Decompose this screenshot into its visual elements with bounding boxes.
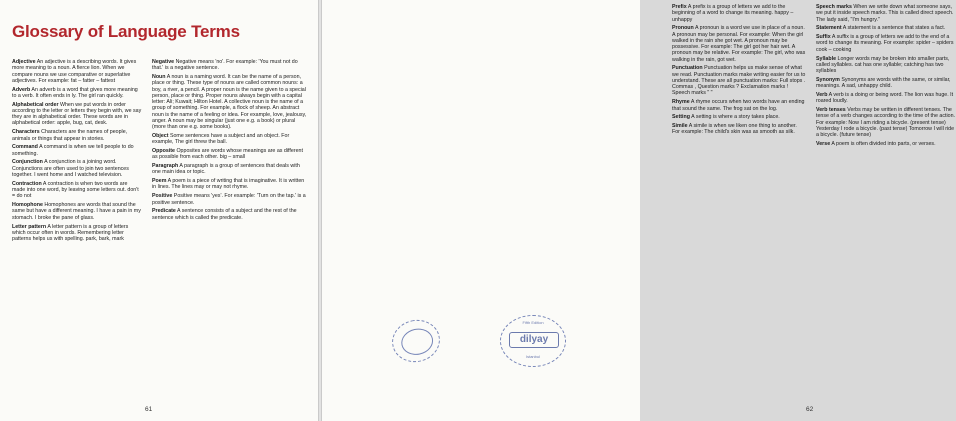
page-title: Glossary of Language Terms: [12, 22, 240, 41]
right-page: [322, 0, 955, 421]
glossary-entry: [816, 92, 956, 105]
glossary-term: Noun: [152, 74, 166, 81]
glossary-entry: [816, 34, 956, 53]
glossary-entry: [816, 77, 956, 90]
glossary-entry: [152, 193, 307, 206]
glossary-term: Command: [12, 144, 38, 151]
glossary-definition: A simile is when we liken one thing to another. For example: The child's skin was as smooth as silk.: [672, 123, 797, 136]
glossary-term: Homophone: [12, 202, 43, 209]
glossary-entry: [152, 163, 307, 176]
glossary-entry: [672, 25, 806, 63]
glossary-definition: Synonyms are words with the same, or similar, meanings. A sad, unhappy child.: [816, 76, 951, 90]
glossary-column-2: [152, 59, 307, 224]
glossary-definition: A pronoun is a word we use in place of a noun. A pronoun may be personal. For example: When the girl walked in the rain she got wet. A pronoun may be possessive. For example: The girl got her hair wet. A pronoun may be relative. For example: The girl, who was walking in the rain, got wet.: [672, 25, 806, 63]
glossary-entry: [816, 56, 956, 75]
publisher-stamp: [500, 315, 566, 367]
glossary-entry: [672, 123, 806, 136]
glossary-term: Statement: [816, 25, 842, 32]
glossary-entry: [12, 159, 142, 178]
glossary-entry: [12, 144, 142, 157]
stamp-brand: dilyay: [509, 332, 559, 348]
glossary-entry: [152, 74, 307, 130]
stamp-top-text: Fifth Edition: [522, 320, 544, 325]
glossary-entry: [12, 87, 142, 100]
glossary-term: Adverb: [12, 86, 31, 93]
glossary-definition: A setting is where a story takes place.: [689, 114, 780, 121]
left-page: [0, 0, 318, 421]
glossary-entry: [152, 133, 307, 146]
glossary-definition: A verb is a doing or being word. The lion was huge. It roared loudly.: [816, 91, 954, 105]
glossary-term: Predicate: [152, 208, 176, 215]
glossary-definition: A conjunction is a joining word. Conjunctions are often used to join two sentences together. I went home and I watched television.: [12, 159, 129, 178]
glossary-entry: [12, 129, 142, 142]
glossary-definition: An adjective is a describing words. It gives more meaning to a noun. A fierce lion. When we compare nouns we use comparative or superlative adjectives. For example: fat – fatter – fattest: [12, 59, 137, 84]
page-number-right: 62: [806, 406, 814, 413]
glossary-term: Setting: [672, 114, 690, 121]
glossary-term: Verb: [816, 91, 828, 98]
glossary-term: Opposite: [152, 148, 175, 155]
glossary-definition: Positive means 'yes'. For example: 'Turn on the tap.' is a positive sentence.: [152, 193, 306, 206]
glossary-entry: [152, 208, 307, 221]
glossary-entry: [672, 114, 806, 120]
glossary-entry: [12, 224, 142, 243]
glossary-term: Synonym: [816, 76, 840, 83]
glossary-term: Prefix: [672, 4, 687, 10]
glossary-term: Conjunction: [12, 159, 43, 166]
glossary-definition: Punctuation helps us make sense of what we read. Punctuation marks make writing easier for us to understand. These are all punctuation marks: Full stops . Commas , Question marks ? Exclamation marks ! Speech marks " ": [672, 65, 806, 97]
glossary-term: Characters: [12, 129, 40, 136]
glossary-definition: Homophones are words that sound the same but have a different meaning. I have a pain in my stomach. I broke the pane of glass.: [12, 202, 141, 221]
glossary-definition: Opposites are words whose meanings are as different as possible from each other. big – small: [152, 148, 303, 161]
glossary-definition: A poem is often divided into parts, or verses.: [830, 140, 936, 147]
glossary-entry: [12, 59, 142, 84]
glossary-definition: Characters are the names of people, animals or things that appear in stories.: [12, 129, 128, 142]
glossary-term: Negative: [152, 59, 175, 65]
glossary-column-4: [816, 4, 956, 150]
page-number-left: 61: [145, 406, 153, 413]
glossary-term: Adjective: [12, 59, 36, 65]
glossary-entry: [12, 102, 142, 127]
glossary-term: Syllable: [816, 55, 837, 62]
glossary-term: Speech marks: [816, 4, 852, 10]
glossary-definition: A rhyme occurs when two words have an ending that sound the same. The frog sat on the log.: [672, 99, 805, 112]
glossary-definition: A suffix is a group of letters we add to the end of a word to change its meaning. For example: spider – spiders cook – cooking: [816, 34, 954, 53]
glossary-entry: [672, 99, 806, 112]
glossary-term: Suffix: [816, 34, 831, 41]
glossary-entry: [672, 65, 806, 96]
glossary-term: Punctuation: [672, 65, 703, 72]
glossary-definition: Some sentences have a subject and an object. For example, The girl threw the ball.: [152, 132, 290, 146]
glossary-term: Verb tenses: [816, 107, 846, 114]
glossary-definition: A noun is a naming word. It can be the name of a person, place or thing. These type of nouns are called common nouns: a boy, a river, a pencil. A proper noun is the name given to a special person, place or thing. Proper nouns always begin with a capital letter: Ali; Kuwait; Hilton Hotel. A collective noun is the name of a group of something. For example, a flock of sheep. An abstract noun is the name of a feeling or idea. For example, love, jealousy, anger. A noun may be singular (just one e.g. a book) or plural (more than one e.g. some books).: [152, 74, 307, 131]
glossary-term: Rhyme: [672, 99, 690, 106]
glossary-definition: A letter pattern is a group of letters which occur often in words. Remembering letter patterns helps us with spelling. park, bark, mark: [12, 223, 129, 242]
glossary-definition: When we put words in order according to the letter or letters they begin with, we say they are in alphabetical order. These words are in alphabetical order: apple, bug, cat, desk.: [12, 101, 142, 127]
glossary-term: Object: [152, 132, 169, 139]
glossary-column-3: [672, 4, 806, 138]
glossary-term: Letter pattern: [12, 223, 47, 230]
glossary-definition: When we write down what someone says, we put it inside speech marks. This is called direct speech. The lady said, "I'm hungry.": [816, 4, 954, 23]
glossary-entry: [672, 4, 806, 23]
glossary-entry: [12, 202, 142, 221]
glossary-entry: [816, 141, 956, 147]
glossary-entry: [12, 181, 142, 200]
glossary-entry: [152, 148, 307, 161]
glossary-entry: [816, 25, 956, 31]
glossary-term: Paragraph: [152, 163, 179, 170]
glossary-definition: A statement is a sentence that states a fact.: [841, 25, 946, 32]
glossary-definition: An adverb is a word that gives more meaning to a verb. It often ends in ly. The girl ran quickly.: [12, 86, 138, 99]
glossary-definition: A command is when we tell people to do something.: [12, 144, 134, 157]
glossary-term: Simile: [672, 123, 688, 130]
glossary-entry: [816, 4, 956, 23]
glossary-definition: A paragraph is a group of sentences that deals with one main idea or topic.: [152, 163, 300, 176]
glossary-definition: Verbs may be written in different tenses. The tense of a verb changes according to the time of the action. For example: Now I am riding a bicycle. (present tense) Yesterday I rode a bicycle. (past tense) Tomorrow I will ride a bicycle. (future tense): [816, 107, 955, 139]
stamp-bottom-text: Istanbul: [525, 354, 540, 359]
glossary-definition: A prefix is a group of letters we add to the beginning of a word to change its meaning. happy – unhappy: [672, 4, 794, 23]
glossary-term: Alphabetical order: [12, 101, 59, 108]
glossary-definition: Longer words may be broken into smaller parts, called syllables. cat has one syllable; catching has two syllables: [816, 55, 950, 75]
glossary-entry: [152, 59, 307, 72]
glossary-entry: [816, 107, 956, 138]
glossary-term: Poem: [152, 178, 167, 185]
glossary-term: Verse: [816, 140, 831, 147]
glossary-definition: Negative means 'no'. For example: 'You must not do that.' is a negative sentence.: [152, 59, 298, 72]
glossary-definition: A poem is a piece of writing that is imaginative. It is written in lines. The lines may or may not rhyme.: [152, 178, 305, 191]
glossary-term: Positive: [152, 193, 173, 200]
glossary-definition: A sentence consists of a subject and the rest of the sentence which is called the predicate.: [152, 208, 297, 221]
glossary-term: Contraction: [12, 180, 42, 187]
glossary-column-1: [12, 59, 142, 245]
glossary-definition: A contraction is when two words are made into one word, by leaving some letters out. don't = do not: [12, 180, 139, 200]
glossary-entry: [152, 178, 307, 191]
glossary-term: Pronoun: [672, 25, 694, 32]
